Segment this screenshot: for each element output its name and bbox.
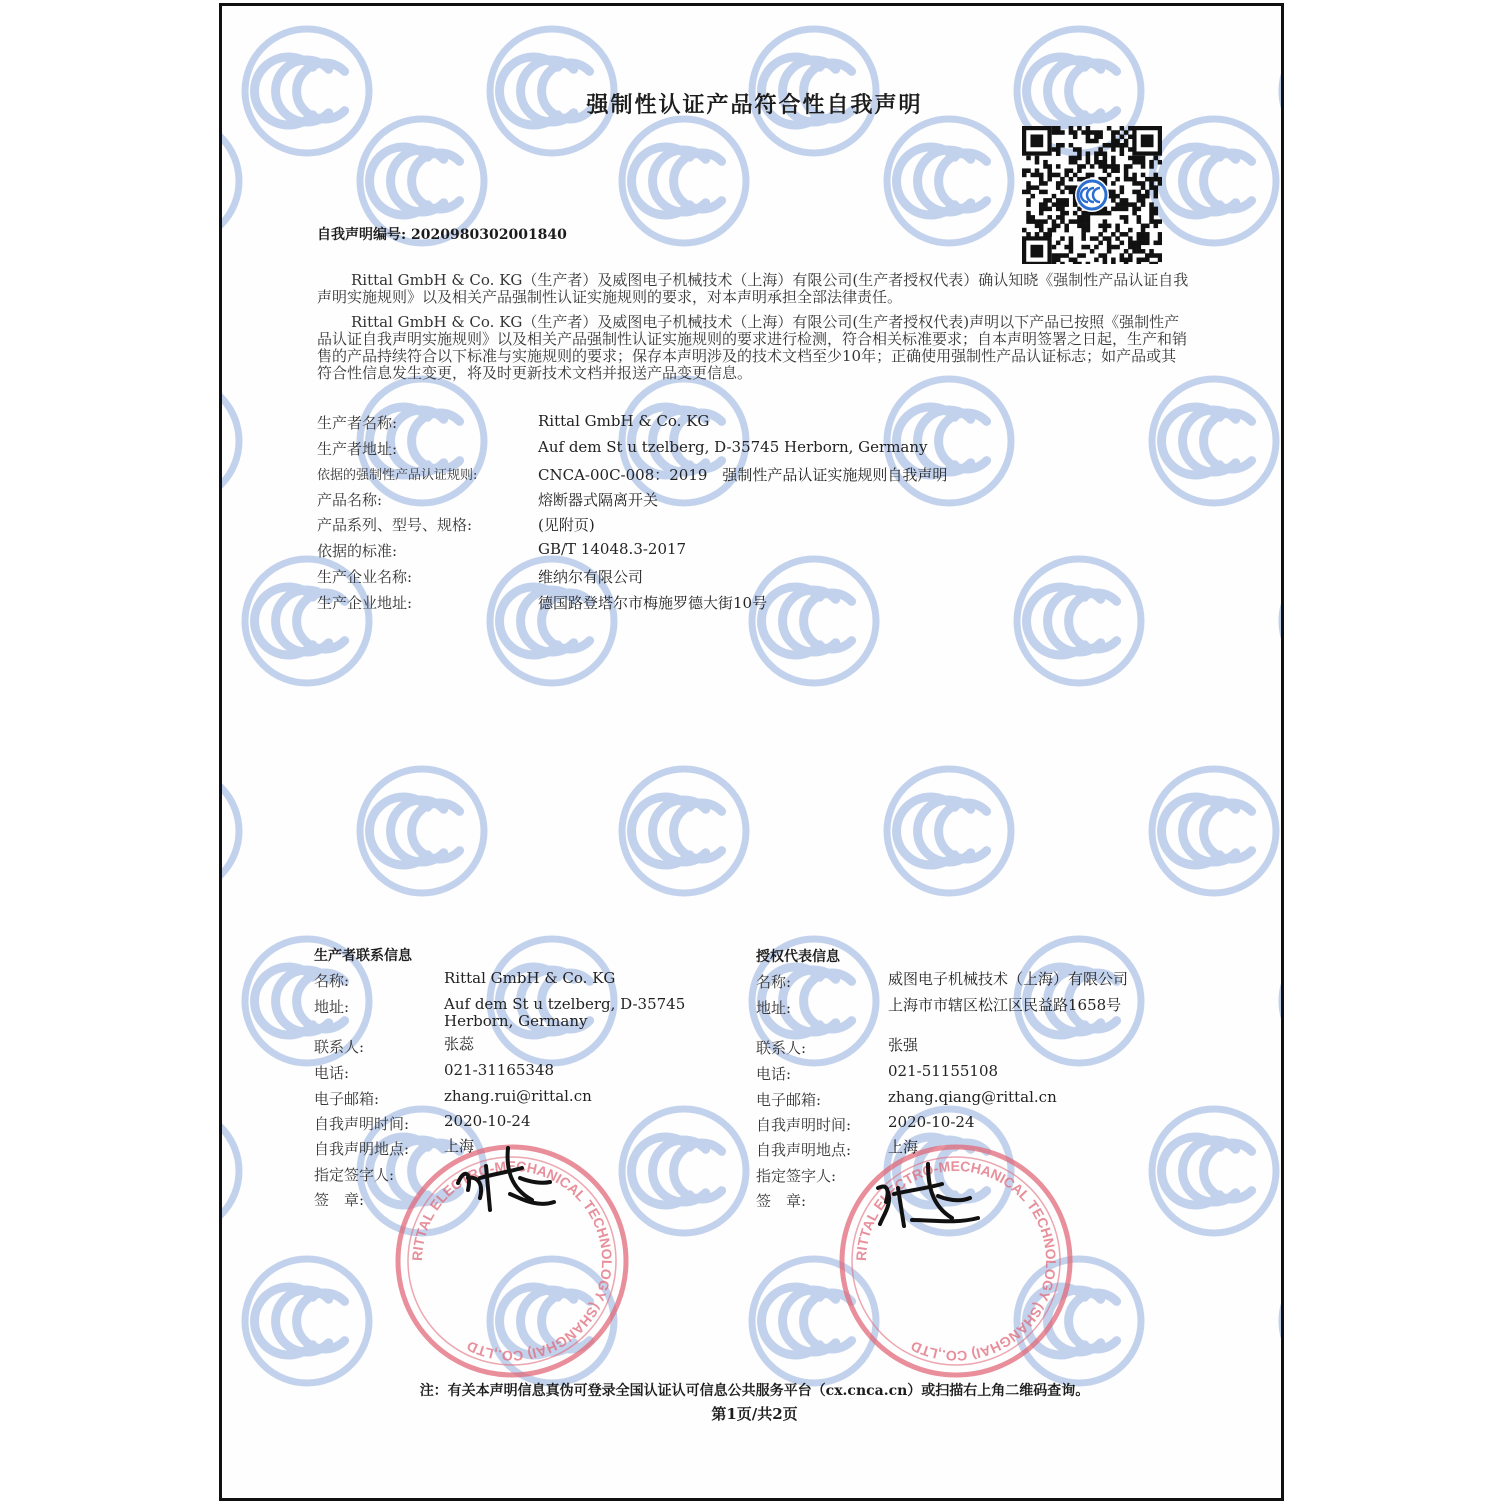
producer-name-label: 名称: (314, 972, 350, 990)
field-label-product-name: 产品名称: (317, 491, 383, 509)
field-label-standard: 依据的标准: (317, 542, 398, 560)
representative-signer-label: 指定签字人: (756, 1167, 837, 1185)
qr-code-icon[interactable] (1022, 126, 1162, 264)
field-value-producer-name: Rittal GmbH & Co. KG (538, 412, 710, 430)
producer-address-label: 地址: (314, 998, 350, 1016)
producer-phone-value: 021-31165348 (444, 1061, 555, 1079)
ccc-watermark-icon (622, 119, 746, 243)
representative-contact-label: 联系人: (756, 1039, 807, 1057)
ccc-watermark-icon (245, 1259, 369, 1383)
ccc-watermark-icon (622, 769, 746, 893)
signature-right (872, 1158, 982, 1238)
producer-time-label: 自我声明时间: (314, 1115, 410, 1133)
representative-contact-title: 授权代表信息 (756, 949, 840, 965)
ccc-watermark-icon (1017, 559, 1141, 683)
field-value-product-series: (见附页) (538, 516, 595, 534)
producer-place-value: 上海 (444, 1137, 475, 1155)
field-value-rules: CNCA-00C-008：2019 强制性产品认证实施规则自我声明 (538, 466, 948, 484)
field-value-manufacturer-address: 德国路登塔尔市梅施罗德大街10号 (538, 594, 768, 612)
ccc-watermark-icon (222, 1109, 239, 1233)
field-label-rules: 依据的强制性产品认证规则: (317, 468, 478, 483)
representative-seal-label: 签 章: (756, 1192, 807, 1210)
producer-phone-label: 电话: (314, 1064, 350, 1082)
ccc-watermark-icon (887, 769, 1011, 893)
producer-email-label: 电子邮箱: (314, 1090, 380, 1108)
producer-contact-label: 联系人: (314, 1038, 365, 1056)
ccc-watermark-icon (1152, 119, 1276, 243)
producer-email-value[interactable]: zhang.rui@rittal.cn (444, 1087, 592, 1105)
producer-signer-label: 指定签字人: (314, 1166, 395, 1184)
producer-contact-value: 张蕊 (444, 1035, 475, 1053)
page-number: 第1页/共2页 (711, 1405, 798, 1423)
declaration-page (219, 3, 1284, 1501)
representative-address-value: 上海市市辖区松江区民益路1658号 (888, 996, 1122, 1014)
declaration-paragraph-1: Rittal GmbH & Co. KG（生产者）及威图电子机械技术（上海）有限公司(生产者授权代表）确认知晓《强制性产品认证自我声明实施规则》以及相关产品强制性认证实施规则的要求，对本声明承担全部法律责任。 (317, 271, 1189, 306)
representative-address-label: 地址: (756, 999, 792, 1017)
signature-left (450, 1138, 560, 1218)
representative-name-label: 名称: (756, 973, 792, 991)
producer-place-label: 自我声明地点: (314, 1140, 410, 1158)
field-label-producer-name: 生产者名称: (317, 414, 398, 432)
ccc-watermark-icon (752, 559, 876, 683)
representative-email-value[interactable]: zhang.qiang@rittal.cn (888, 1088, 1057, 1106)
representative-time-label: 自我声明时间: (756, 1116, 852, 1134)
ccc-watermark-icon (222, 119, 239, 243)
footer-note: 注：有关本声明信息真伪可登录全国认证认可信息公共服务平台（cx.cnca.cn）或扫描右上角二维码查询。 (419, 1383, 1090, 1399)
representative-phone-value: 021-51155108 (888, 1062, 999, 1080)
representative-phone-label: 电话: (756, 1065, 792, 1083)
seal-lettering: RITTAL ELECTRO-MECHANICAL TECHNOLOGY (SHANGHAI) CO.,LTD (852, 1157, 1060, 1365)
seal-lettering: RITTAL ELECTRO-MECHANICAL TECHNOLOGY (SHANGHAI) CO.,LTD (408, 1157, 616, 1365)
ccc-watermark-icon (1152, 769, 1276, 893)
representative-place-value: 上海 (888, 1138, 919, 1156)
representative-contact-value: 张强 (888, 1036, 919, 1054)
declaration-number-value: 2020980302001840 (411, 227, 567, 243)
producer-seal-label: 签 章: (314, 1191, 365, 1209)
producer-time-value: 2020-10-24 (444, 1112, 531, 1130)
representative-place-label: 自我声明地点: (756, 1141, 852, 1159)
field-value-manufacturer-name: 维纳尔有限公司 (538, 568, 644, 586)
declaration-number (317, 224, 567, 244)
document-title: 强制性认证产品符合性自我声明 (586, 92, 923, 118)
ccc-watermark-icon (360, 769, 484, 893)
field-label-manufacturer-address: 生产企业地址: (317, 594, 413, 612)
representative-email-label: 电子邮箱: (756, 1091, 822, 1109)
producer-contact-title: 生产者联系信息 (314, 948, 412, 964)
ccc-watermark-icon (887, 119, 1011, 243)
ccc-watermark-icon (222, 769, 239, 893)
field-label-producer-address: 生产者地址: (317, 440, 398, 458)
representative-name-value: 威图电子机械技术（上海）有限公司 (888, 970, 1129, 988)
declaration-number-label: 自我声明编号: (317, 227, 407, 243)
field-value-producer-address: Auf dem St u tzelberg, D-35745 Herborn, Germany (538, 438, 928, 456)
field-label-product-series: 产品系列、型号、规格: (317, 516, 473, 534)
field-value-product-name: 熔断器式隔离开关 (538, 491, 659, 509)
declaration-paragraph-2: Rittal GmbH & Co. KG（生产者）及威图电子机械技术（上海）有限公司(生产者授权代表)声明以下产品已按照《强制性产品认证自我声明实施规则》以及相关产品强制性认证实施规则的要求进行检测，符合相关标准要求；自本声明签署之日起，生产和销售的产品持续符合以下标准与实施规则的要求；保存本声明涉及的技术文档至少10年；正确使用强制性产品认证标志；如产品或其符合性信息发生变更，将及时更新技术文档并报送产品变更信息。 (317, 313, 1188, 382)
ccc-watermark-icon (222, 379, 239, 503)
ccc-watermark-icon (1152, 379, 1276, 503)
field-label-manufacturer-name: 生产企业名称: (317, 568, 413, 586)
producer-name-value: Rittal GmbH & Co. KG (444, 969, 616, 987)
field-value-standard: GB/T 14048.3-2017 (538, 540, 687, 558)
producer-address-value: Auf dem St u tzelberg, D-35745 Herborn, Germany (444, 995, 686, 1030)
representative-time-value: 2020-10-24 (888, 1113, 975, 1131)
